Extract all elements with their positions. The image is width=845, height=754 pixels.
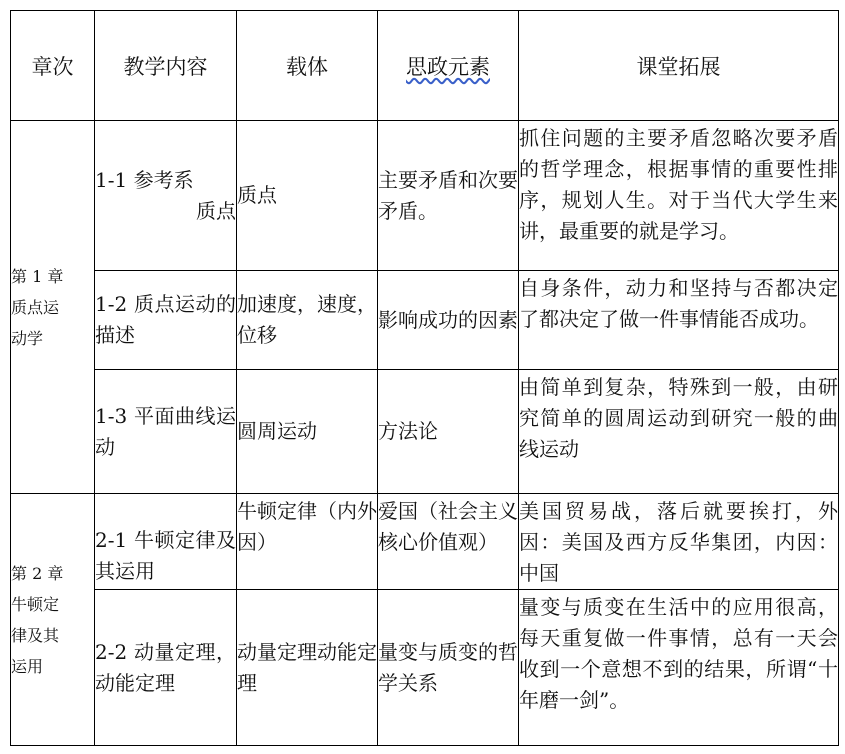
- table-row: [11, 370, 839, 494]
- curriculum-table: [10, 10, 839, 746]
- header-ideology-text: 思政元素: [406, 54, 490, 79]
- content-line2: 质点: [196, 198, 236, 223]
- header-ideology: [378, 11, 519, 121]
- content-cell: 2-1 牛顿定律及其运用: [95, 494, 237, 590]
- chapter-2-title-line4: 运用: [11, 656, 44, 676]
- chapter-2-title: [11, 494, 95, 746]
- header-carrier: 载体: [237, 11, 378, 121]
- extension-cell: 量变与质变在生活中的应用很高，每天重复做一件事情，总有一天会收到一个意想不到的结果，所谓“十年磨一剑”。: [519, 590, 839, 746]
- content-cell: 1-2 质点运动的描述: [95, 271, 237, 370]
- chapter-1-title-line2: 质点运: [11, 297, 60, 317]
- content-cell: [95, 121, 237, 271]
- ideology-cell: 方法论: [378, 370, 519, 494]
- header-content: 教学内容: [95, 11, 237, 121]
- chapter-2-title-line3: 律及其: [11, 625, 60, 645]
- content-cell: 2-2 动量定理，动能定理: [95, 590, 237, 746]
- ideology-cell: 量变与质变的哲学关系: [378, 590, 519, 746]
- chapter-1-title-line1: 第 1 章: [11, 266, 64, 286]
- carrier-cell: 质点: [237, 121, 378, 271]
- extension-cell: 由简单到复杂，特殊到一般，由研究简单的圆周运动到研究一般的曲线运动: [519, 370, 839, 494]
- header-row: [11, 11, 839, 121]
- table-row: [11, 271, 839, 370]
- ideology-cell: 主要矛盾和次要矛盾。: [378, 121, 519, 271]
- ideology-cell: 爱国（社会主义核心价值观）: [378, 494, 519, 590]
- extension-cell: 美国贸易战，落后就要挨打，外因：美国及西方反华集团，内因：中国: [519, 494, 839, 590]
- content-cell: 1-3 平面曲线运动: [95, 370, 237, 494]
- table-row: [11, 494, 839, 590]
- ideology-cell: 影响成功的因素: [378, 271, 519, 370]
- extension-cell: 自身条件，动力和坚持与否都决定了都决定了做一件事情能否成功。: [519, 271, 839, 370]
- carrier-cell: 动量定理动能定理: [237, 590, 378, 746]
- header-extension: 课堂拓展: [519, 11, 839, 121]
- content-line1: 1-1 参考系: [95, 167, 194, 192]
- carrier-cell: 圆周运动: [237, 370, 378, 494]
- chapter-2-title-line1: 第 2 章: [11, 563, 64, 583]
- chapter-1-title-line3: 动学: [11, 328, 44, 348]
- chapter-1-title: [11, 121, 95, 494]
- extension-cell: 抓住问题的主要矛盾忽略次要矛盾的哲学理念，根据事情的重要性排序，规划人生。对于当代大学生来讲，最重要的就是学习。: [519, 121, 839, 271]
- table-row: [11, 590, 839, 746]
- carrier-cell: 牛顿定律（内外因）: [237, 494, 378, 590]
- carrier-cell: 加速度，速度，位移: [237, 271, 378, 370]
- header-chapter: 章次: [11, 11, 95, 121]
- chapter-2-title-line2: 牛顿定: [11, 594, 60, 614]
- table-row: [11, 121, 839, 271]
